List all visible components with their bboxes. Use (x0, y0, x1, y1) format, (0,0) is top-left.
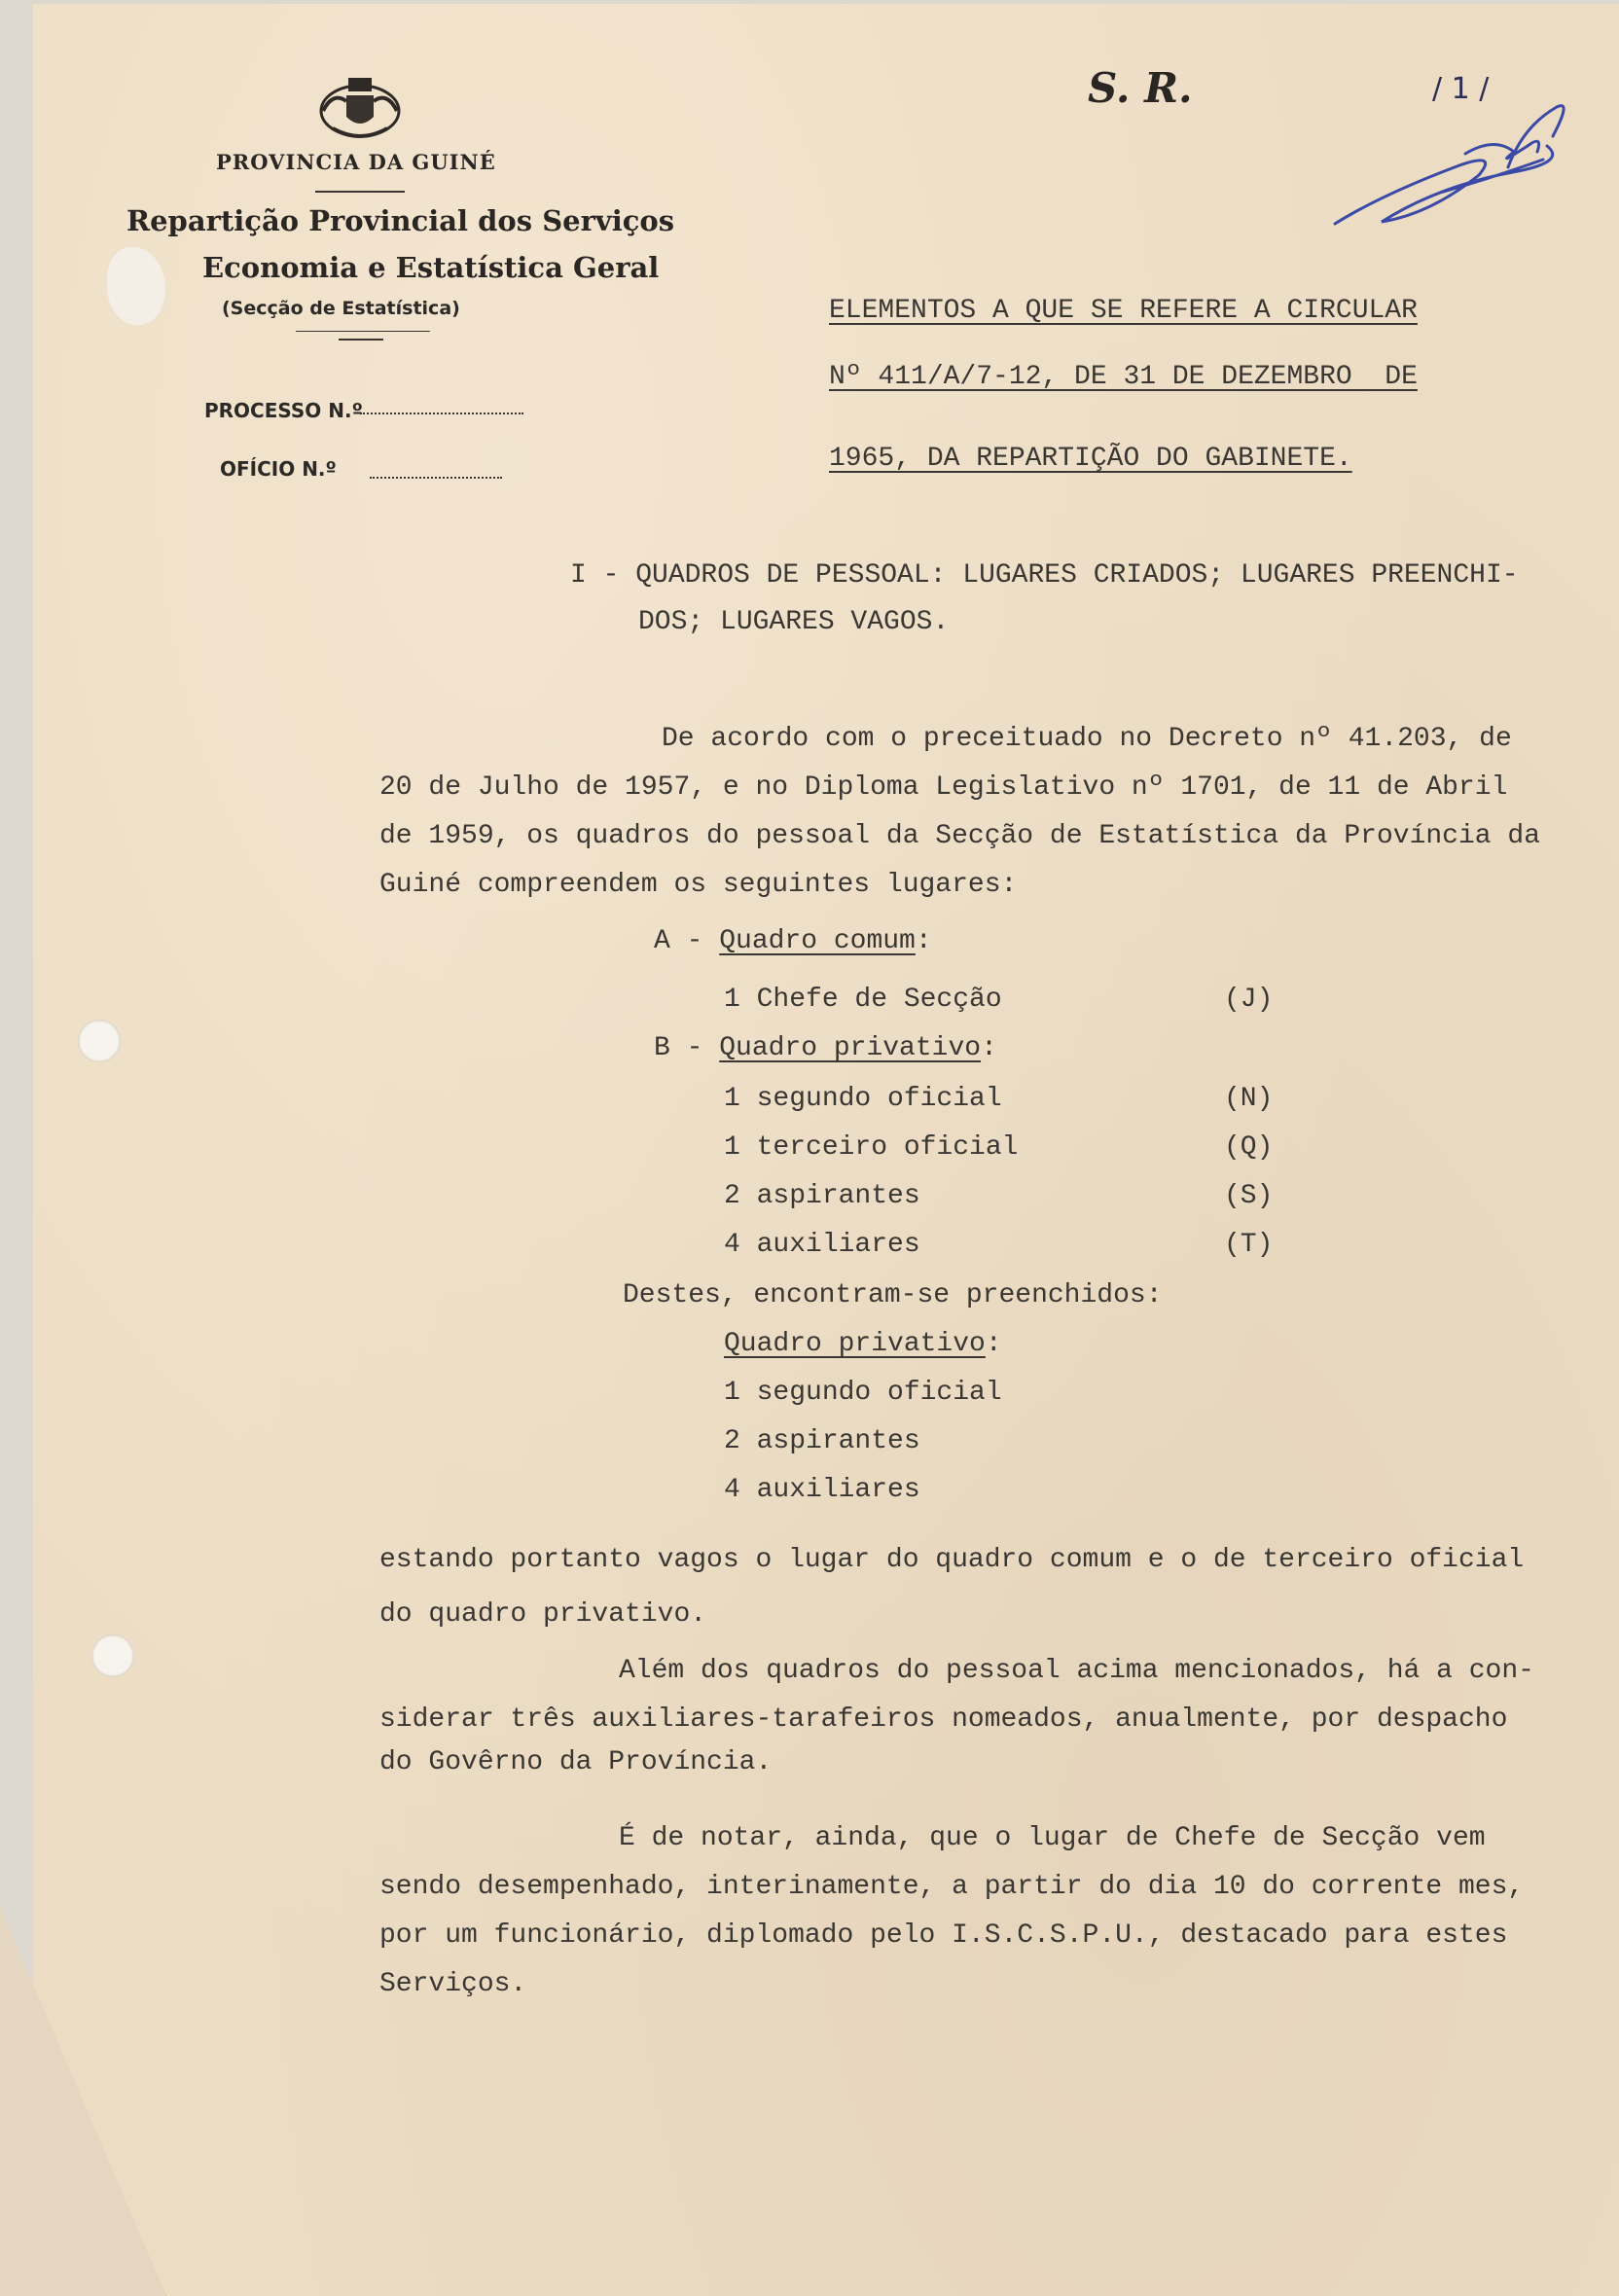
paragraph-line: por um funcionário, diplomado pelo I.S.C.S.P.U., destacado para estes (379, 1920, 1508, 1951)
quadro-comum-heading: A - Quadro comum: (654, 926, 932, 956)
list-item: 4 auxiliares (724, 1475, 920, 1505)
department-title: Repartição Provincial dos Serviços (126, 204, 675, 237)
province-title: PROVINCIA DA GUINÉ (216, 150, 496, 174)
paragraph-line: De acordo com o preceituado no Decreto nº 41.203, de (662, 724, 1512, 754)
paragraph-line: do quadro privativo. (379, 1599, 707, 1630)
list-item: 2 aspirantes (724, 1426, 920, 1456)
department-subtitle: Economia e Estatística Geral (202, 251, 660, 284)
list-item: 2 aspirantes (724, 1181, 920, 1211)
paragraph-line: Serviços. (379, 1969, 527, 1999)
section-heading-cont: DOS; LUGARES VAGOS. (638, 607, 950, 637)
processo-label: PROCESSO N.º (204, 399, 363, 422)
grade-code: (Q) (1224, 1132, 1274, 1163)
oficio-label: OFÍCIO N.º (220, 457, 337, 481)
section-label: (Secção de Estatística) (222, 298, 460, 319)
divider (296, 331, 430, 332)
oficio-field (370, 477, 502, 479)
paragraph-line: estando portanto vagos o lugar do quadro comum e o de terceiro oficial (379, 1545, 1525, 1575)
divider (315, 191, 405, 193)
paragraph-line: de 1959, os quadros do pessoal da Secção de Estatística da Província da (379, 821, 1540, 851)
filled-heading: Quadro privativo: (724, 1329, 1002, 1359)
list-item: 1 Chefe de Secção (724, 985, 1002, 1015)
processo-field (360, 413, 523, 414)
reference-line-3: 1965, DA REPARTIÇÃO DO GABINETE. (829, 444, 1352, 474)
list-item: 1 terceiro oficial (724, 1132, 1019, 1163)
paragraph-line: Além dos quadros do pessoal acima mencionados, há a con- (619, 1656, 1534, 1686)
divider (339, 339, 383, 341)
reference-line-1: ELEMENTOS A QUE SE REFERE A CIRCULAR (829, 296, 1418, 326)
list-item: 4 auxiliares (724, 1230, 920, 1260)
paragraph-line: do Govêrno da Província. (379, 1747, 773, 1777)
punch-hole (78, 1020, 121, 1062)
list-item: 1 segundo oficial (724, 1084, 1002, 1114)
quadro-privativo-heading: B - Quadro privativo: (654, 1033, 997, 1063)
paragraph-line: sendo desempenhado, interinamente, a partir do dia 10 do corrente mes, (379, 1872, 1525, 1902)
grade-code: (J) (1224, 985, 1274, 1015)
paragraph-line: É de notar, ainda, que o lugar de Chefe de Secção vem (619, 1823, 1486, 1853)
paragraph-line: Guiné compreendem os seguintes lugares: (379, 870, 1018, 900)
paragraph-line: 20 de Julho de 1957, e no Diploma Legislativo nº 1701, de 11 de Abril (379, 772, 1508, 803)
list-item: 1 segundo oficial (724, 1378, 1002, 1408)
grade-code: (N) (1224, 1084, 1274, 1114)
grade-code: (T) (1224, 1230, 1274, 1260)
punch-hole (91, 1634, 134, 1677)
reference-line-2: Nº 411/A/7-12, DE 31 DE DEZEMBRO DE (829, 362, 1418, 392)
filled-intro: Destes, encontram-se preenchidos: (623, 1280, 1163, 1310)
grade-code: (S) (1224, 1181, 1274, 1211)
classification-mark: S. R. (1088, 64, 1193, 112)
paragraph-line: siderar três auxiliares-tarafeiros nomeados, anualmente, por despacho (379, 1704, 1508, 1735)
section-heading: I - QUADROS DE PESSOAL: LUGARES CRIADOS; LUGARES PREENCHI- (570, 560, 1519, 591)
page-number: / 1 / (1432, 72, 1490, 106)
coat-of-arms-icon (313, 72, 407, 146)
handwritten-signature (1323, 78, 1566, 243)
